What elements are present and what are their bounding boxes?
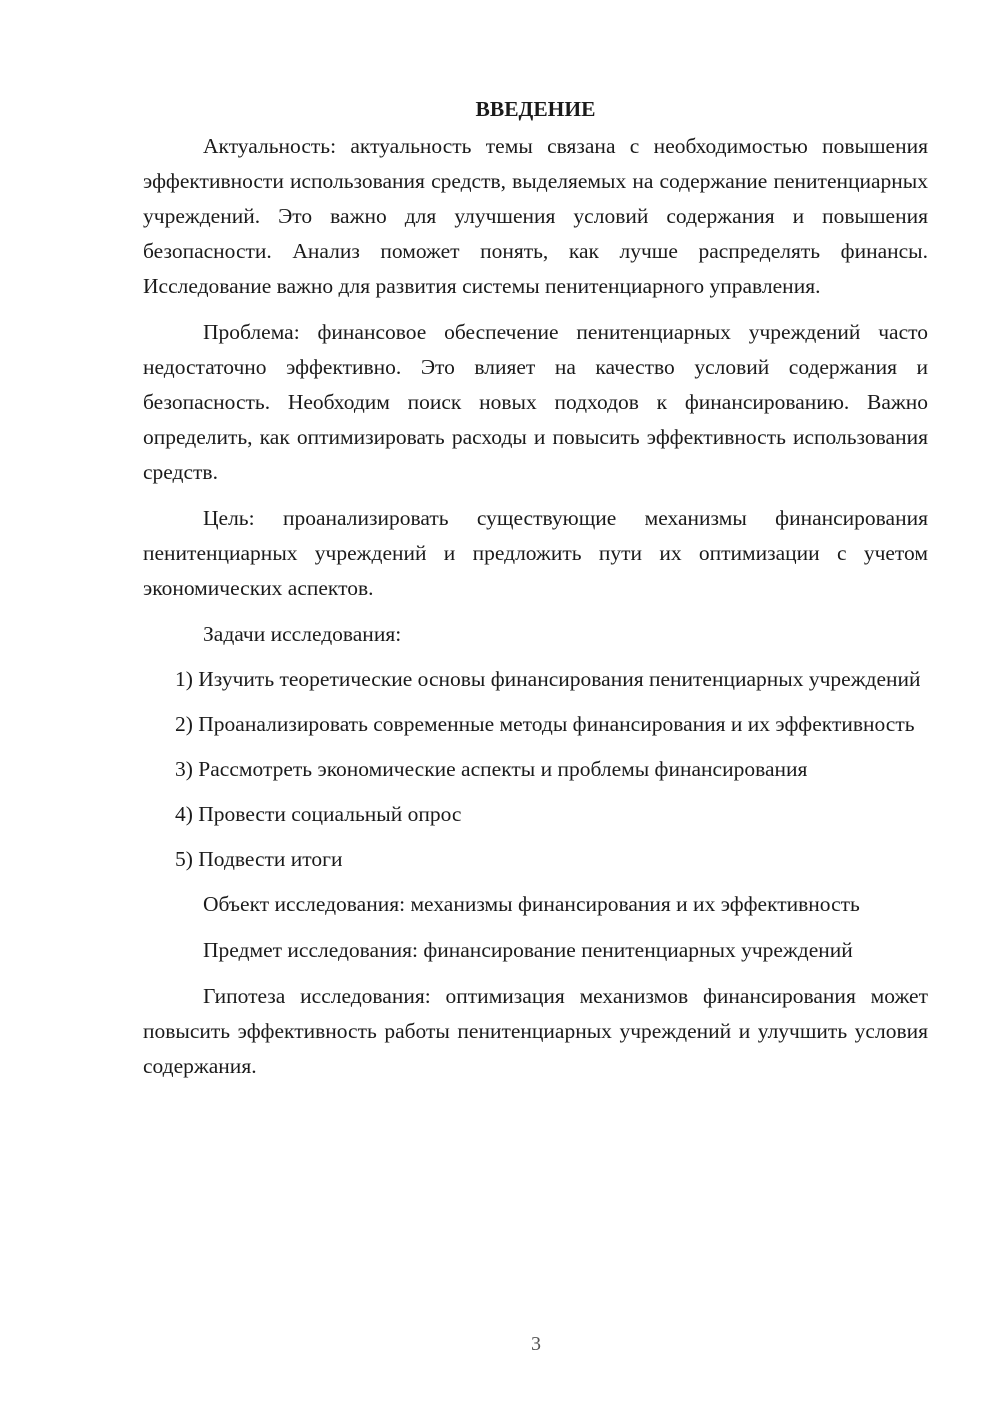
document-page: [143, 92, 928, 1095]
object-paragraph: Объект исследования: механизмы финансирования и их эффективность: [203, 892, 860, 916]
task-item-3: 3) Рассмотреть экономические аспекты и проблемы финансирования: [175, 757, 808, 781]
task-item-1: 1) Изучить теоретические основы финансирования пенитенциарных учреждений: [175, 667, 921, 691]
task-item-5: 5) Подвести итоги: [175, 847, 343, 871]
goal-paragraph: Цель: проанализировать существующие механизмы финансирования пенитенциарных учреждений и предложить пути их оптимизации с учетом экономических аспектов.: [143, 506, 928, 600]
relevance-paragraph: Актуальность: актуальность темы связана с необходимостью повышения эффективности использования средств, выделяемых на содержание пенитенциарных учреждений. Это важно для улучшения условий содержания и повышения безопасности. Анализ поможет понять, как лучше распределять финансы. Исследование важно для развития системы пенитенциарного управления.: [143, 134, 928, 298]
subject-paragraph: Предмет исследования: финансирование пенитенциарных учреждений: [203, 938, 853, 962]
section-heading: ВВЕДЕНИЕ: [475, 97, 596, 121]
tasks-title: Задачи исследования:: [203, 622, 402, 646]
task-item-2: 2) Проанализировать современные методы финансирования и их эффективность: [175, 712, 915, 736]
page-number: 3: [531, 1333, 541, 1355]
task-item-4: 4) Провести социальный опрос: [175, 802, 462, 826]
hypothesis-paragraph: Гипотеза исследования: оптимизация механизмов финансирования может повысить эффективность работы пенитенциарных учреждений и улучшить условия содержания.: [143, 984, 928, 1078]
problem-paragraph: Проблема: финансовое обеспечение пенитенциарных учреждений часто недостаточно эффективно. Это влияет на качество условий содержания и безопасность. Необходим поиск новых подходов к финансированию. Важно определить, как оптимизировать расходы и повысить эффективность использования средств.: [143, 320, 928, 484]
